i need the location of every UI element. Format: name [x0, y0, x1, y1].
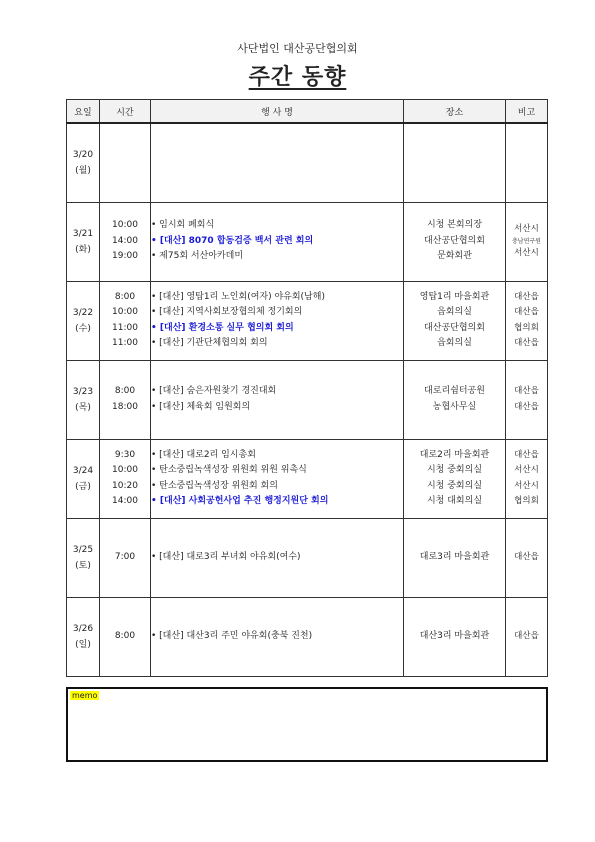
header-event: 행 사 명	[151, 100, 404, 124]
place-item: 시청 본회의장	[426, 220, 483, 231]
table-row	[67, 360, 548, 439]
time-cell	[100, 202, 151, 281]
events-cell	[151, 202, 404, 281]
note-item: 대산읍	[514, 386, 539, 396]
note-cell	[506, 202, 548, 281]
day-cell	[67, 123, 100, 202]
event-item: • [대산] 환경소통 실무 협의회 회의	[151, 322, 294, 333]
time-item: 8:00	[114, 386, 136, 396]
time-cell	[100, 281, 151, 360]
event-item: • [대산] 체육회 임원회의	[151, 401, 251, 412]
note-item: 대산읍	[514, 551, 539, 562]
place-cell	[404, 281, 506, 360]
time-cell	[100, 123, 151, 202]
day-date: 3/23	[72, 386, 94, 397]
note-cell	[506, 360, 548, 439]
place-cell	[404, 202, 506, 281]
table-row	[67, 439, 548, 518]
note-cell	[506, 123, 548, 202]
place-item: 대산공단협의회	[424, 235, 485, 246]
schedule-table	[66, 99, 548, 677]
note-item: 대산읍	[514, 338, 539, 348]
time-item: 11:00	[112, 322, 138, 333]
day-weekday: (수)	[75, 323, 91, 334]
place-cell	[404, 597, 506, 676]
day-date: 3/26	[72, 623, 94, 634]
organization-name: 사단법인 대산공단협의회	[237, 42, 358, 55]
note-cell	[506, 518, 548, 597]
place-cell	[404, 439, 506, 518]
time-item: 7:00	[114, 551, 136, 562]
event-item: • 탄소중립녹색성장 위원회 위원 위촉식	[151, 465, 307, 475]
note-item: 대산읍	[514, 401, 539, 412]
place-cell	[404, 518, 506, 597]
time-item: 11:00	[112, 338, 138, 348]
time-item: 10:20	[112, 480, 138, 491]
day-weekday: (월)	[75, 165, 91, 176]
time-item: 8:00	[114, 630, 136, 641]
table-row	[67, 202, 548, 281]
note-item: 대산읍	[514, 307, 539, 317]
day-weekday: (일)	[75, 639, 91, 650]
day-weekday: (금)	[75, 481, 91, 492]
time-item: 19:00	[112, 251, 138, 262]
header-place: 장소	[404, 100, 506, 124]
place-item: 대산3리 마을회관	[419, 630, 490, 641]
note-item: 충남연구원	[512, 238, 541, 245]
note-item: 대산읍	[514, 449, 539, 460]
header-note: 비고	[506, 100, 548, 124]
time-item: 18:00	[112, 401, 138, 412]
event-item: • [대산] 8070 합동검증 백서 관련 회의	[151, 235, 314, 246]
day-date: 3/22	[72, 307, 94, 318]
note-cell	[506, 439, 548, 518]
time-cell	[100, 597, 151, 676]
note-item: 서산시	[514, 248, 539, 258]
event-item: • 임시회 폐회식	[151, 220, 215, 231]
place-item: 대산공단협의회	[424, 322, 485, 333]
day-cell	[67, 202, 100, 281]
event-item: • 제75회 서산아카데미	[151, 251, 244, 262]
place-item: 읍회의실	[437, 338, 472, 348]
events-cell	[151, 123, 404, 202]
event-item: • [대산] 지역사회보장협의체 정기회의	[151, 307, 303, 317]
day-cell	[67, 518, 100, 597]
time-cell	[100, 439, 151, 518]
events-cell	[151, 518, 404, 597]
time-item: 9:30	[114, 449, 136, 460]
event-item: • 탄소중립녹색성장 위원회 회의	[151, 480, 278, 491]
day-date: 3/20	[72, 149, 94, 160]
place-item: 시청 중회의실	[426, 480, 483, 491]
day-weekday: (목)	[75, 402, 91, 413]
events-cell	[151, 281, 404, 360]
time-item: 10:00	[112, 307, 138, 317]
note-item: 대산읍	[514, 291, 539, 302]
schedule-body	[67, 123, 548, 676]
time-item: 10:00	[112, 465, 138, 475]
table-row	[67, 518, 548, 597]
page-title-text: 주간 동향	[248, 65, 347, 90]
day-cell	[67, 439, 100, 518]
time-cell	[100, 360, 151, 439]
time-item: 10:00	[112, 220, 138, 231]
day-weekday: (화)	[75, 244, 91, 255]
events-cell	[151, 360, 404, 439]
time-item: 8:00	[114, 291, 136, 302]
memo-label: memo	[72, 691, 98, 700]
note-item: 대산읍	[514, 630, 539, 641]
header-time: 시간	[100, 100, 151, 124]
place-item: 문화회관	[437, 251, 472, 262]
day-cell	[67, 360, 100, 439]
place-item: 시청 중회의실	[426, 465, 483, 475]
time-item: 14:00	[112, 235, 138, 246]
events-cell	[151, 597, 404, 676]
event-item: • [대산] 숨은자원찾기 경진대회	[151, 386, 277, 396]
note-item: 협의회	[514, 322, 539, 333]
note-item: 협의회	[514, 496, 539, 506]
place-cell	[404, 360, 506, 439]
table-row	[67, 281, 548, 360]
event-item: • [대산] 기관단체협의회 회의	[151, 338, 268, 348]
place-item: 시청 대회의실	[426, 496, 483, 506]
page-title	[0, 60, 595, 91]
place-item: 대로2리 마을회관	[419, 449, 490, 460]
events-cell	[151, 439, 404, 518]
event-item: • [대산] 사회공헌사업 추진 행정지원단 회의	[151, 496, 329, 506]
place-item: 영탑1리 마을회관	[419, 291, 490, 302]
note-cell	[506, 597, 548, 676]
day-cell	[67, 281, 100, 360]
day-date: 3/25	[72, 544, 94, 555]
table-header-row	[67, 100, 548, 124]
event-item: • [대산] 대로3리 부녀회 야유회(여수)	[151, 551, 301, 562]
note-cell	[506, 281, 548, 360]
table-row	[67, 597, 548, 676]
place-item: 대로리쉼터공원	[424, 386, 485, 396]
time-item: 14:00	[112, 496, 138, 506]
place-item: 읍회의실	[437, 307, 472, 317]
header-day: 요일	[67, 100, 100, 124]
event-item: • [대산] 대산3리 주민 야유회(충북 진천)	[151, 630, 313, 641]
day-cell	[67, 597, 100, 676]
time-cell	[100, 518, 151, 597]
place-cell	[404, 123, 506, 202]
note-item: 서산시	[514, 480, 539, 491]
place-item: 대로3리 마을회관	[419, 551, 490, 562]
place-item: 농협사무실	[432, 401, 477, 412]
event-item: • [대산] 영탑1리 노인회(여자) 야유회(남해)	[151, 291, 325, 302]
day-date: 3/21	[72, 228, 94, 239]
day-weekday: (토)	[75, 560, 91, 571]
note-item: 서산시	[514, 223, 539, 234]
memo-box	[66, 687, 548, 762]
day-date: 3/24	[72, 465, 94, 476]
note-item: 서산시	[514, 465, 539, 475]
event-item: • [대산] 대로2리 임시총회	[151, 449, 256, 460]
table-row	[67, 123, 548, 202]
